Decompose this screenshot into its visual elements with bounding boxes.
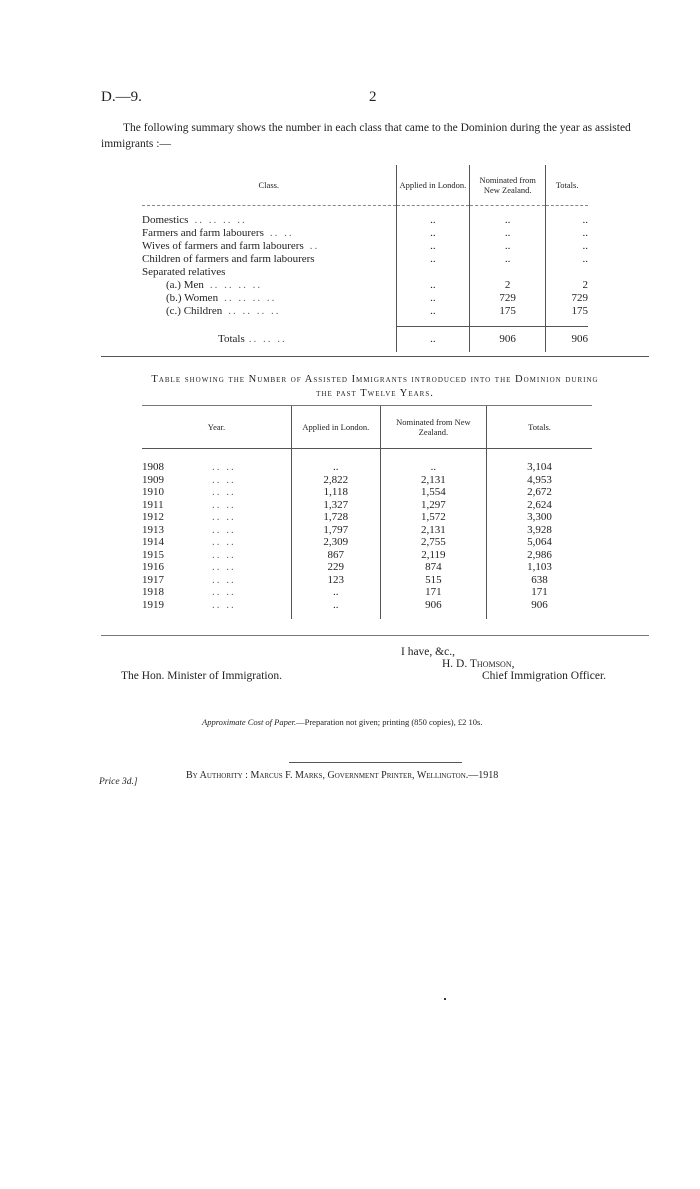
table-row: [142, 561, 592, 574]
class-cell: [142, 292, 396, 305]
leader-dots: .. ..: [212, 573, 236, 586]
table-bottom-rule: [101, 635, 649, 636]
applied-cell: ..: [396, 279, 470, 292]
leader-dots: ..: [309, 240, 320, 252]
year-cell: [142, 599, 291, 620]
leader-dots: .. .. .. ..: [224, 292, 277, 304]
year-label: 1914: [142, 536, 164, 548]
class-summary-table: [142, 165, 588, 352]
year-cell: [142, 511, 291, 524]
year-label: 1913: [142, 523, 164, 536]
nominated-cell: 874: [380, 561, 486, 574]
applied-cell: [396, 266, 470, 279]
leader-dots: .. ..: [212, 511, 236, 523]
section-divider: [101, 356, 649, 357]
class-label: (c.) Children: [166, 305, 223, 317]
year-cell: [142, 499, 291, 512]
cost-label: Approximate Cost of Paper.: [202, 717, 297, 727]
total-cell: ..: [546, 227, 588, 240]
class-label: (b.) Women: [166, 292, 219, 304]
nominated-cell: 175: [470, 305, 546, 318]
table-row: [142, 549, 592, 562]
class-summary-body: [142, 206, 588, 353]
applied-cell: ..: [396, 227, 470, 240]
nominated-cell: 1,554: [380, 486, 486, 499]
nominated-cell: 1,297: [380, 499, 486, 512]
leader-dots: .. .. .. ..: [209, 279, 263, 291]
class-cell: [142, 227, 396, 240]
leader-dots: .. ..: [269, 227, 294, 239]
table-row: [142, 599, 592, 620]
class-cell: [142, 214, 396, 227]
class-cell: [142, 279, 396, 292]
leader-dots: .. ..: [212, 486, 236, 498]
total-cell: 3,104: [487, 461, 592, 474]
class-label: Separated relatives: [142, 266, 226, 278]
closing-line: I have, &c.,: [401, 646, 455, 658]
year-label: 1910: [142, 486, 164, 498]
total-cell: 2,624: [487, 499, 592, 512]
year-cell: [142, 549, 291, 562]
stray-mark: [444, 998, 446, 1000]
leader-dots: .. ..: [212, 586, 236, 598]
total-cell: 1,103: [487, 561, 592, 574]
nominated-cell: 906: [380, 599, 486, 620]
class-label: (a.) Men: [166, 279, 204, 291]
column-header-totals: Totals.: [487, 406, 592, 449]
nominated-cell: 2: [470, 279, 546, 292]
column-header-year: Year.: [142, 406, 291, 449]
totals-label-cell: [142, 327, 396, 353]
table-row: [142, 511, 592, 524]
table-row: [142, 305, 588, 318]
leader-dots: .. .. ..: [248, 332, 287, 345]
intro-paragraph: The following summary shows the number in each class that came to the Dominion during the year as assisted immigrants :—: [101, 122, 631, 150]
applied-cell: 867: [291, 549, 380, 562]
table-row: [142, 214, 588, 227]
addressee: The Hon. Minister of Immigration.: [121, 670, 282, 682]
leader-dots: .. ..: [212, 523, 236, 536]
applied-cell: ..: [291, 461, 380, 474]
yearly-immigrants-table: [142, 405, 592, 619]
year-label: 1916: [142, 561, 164, 573]
total-cell: ..: [546, 253, 588, 266]
year-label: 1917: [142, 573, 164, 586]
table-row: [142, 292, 588, 305]
leader-dots: .. .. .. ..: [228, 305, 281, 317]
leader-dots: .. ..: [212, 598, 236, 611]
footer-rule: [289, 762, 462, 763]
leader-dots: .. ..: [212, 561, 236, 573]
table-row: [142, 227, 588, 240]
total-cell: 2,672: [487, 486, 592, 499]
year-cell: [142, 486, 291, 499]
nominated-cell: ..: [470, 253, 546, 266]
table-row: [142, 574, 592, 587]
table2-title-line2: the past Twelve Years.: [316, 388, 434, 399]
total-cell: 638: [487, 574, 592, 587]
applied-cell: 1,327: [291, 499, 380, 512]
table2-title: [101, 373, 649, 401]
column-header-applied: Applied in London.: [291, 406, 380, 449]
column-header-class: Class.: [142, 165, 396, 206]
table-row: [142, 524, 592, 537]
document-code: D.—9.: [101, 89, 142, 105]
column-header-nominated: Nominated from New Zealand.: [380, 406, 486, 449]
year-label: 1911: [142, 498, 164, 511]
year-label: 1918: [142, 586, 164, 598]
signatory-name: H. D. Thomson,: [442, 658, 515, 670]
year-cell: [142, 474, 291, 487]
total-cell: 175: [546, 305, 588, 318]
applied-cell: 1,118: [291, 486, 380, 499]
total-cell: 2: [546, 279, 588, 292]
total-cell: [546, 266, 588, 279]
class-label: Farmers and farm labourers: [142, 227, 264, 239]
total-cell: 4,953: [487, 474, 592, 487]
leader-dots: .. ..: [212, 548, 236, 561]
total-cell: 906: [487, 599, 592, 620]
table-header-row: [142, 406, 592, 449]
nominated-total-cell: 906: [470, 327, 546, 353]
table-row: [142, 536, 592, 549]
printer-authority: By Authority : Marcus F. Marks, Government Printer, Wellington.—1918: [186, 770, 499, 781]
table-row: [142, 499, 592, 512]
year-label: 1908: [142, 461, 164, 473]
year-cell: [142, 461, 291, 474]
nominated-cell: ..: [470, 240, 546, 253]
table-row: [142, 279, 588, 292]
nominated-cell: ..: [470, 227, 546, 240]
applied-cell: ..: [396, 253, 470, 266]
leader-dots: .. .. .. ..: [194, 214, 247, 226]
applied-cell: 123: [291, 574, 380, 587]
nominated-cell: 2,119: [380, 549, 486, 562]
class-cell: [142, 305, 396, 318]
year-label: 1919: [142, 598, 164, 611]
grand-total-cell: 906: [546, 327, 588, 353]
total-cell: ..: [546, 240, 588, 253]
nominated-cell: 1,572: [380, 511, 486, 524]
table-row: [142, 266, 588, 279]
applied-cell: 2,309: [291, 536, 380, 549]
totals-label: Totals: [218, 332, 245, 345]
nominated-cell: 2,131: [380, 524, 486, 537]
leader-dots: .. ..: [212, 473, 236, 486]
total-cell: 2,986: [487, 549, 592, 562]
applied-cell: ..: [396, 292, 470, 305]
applied-cell: 2,822: [291, 474, 380, 487]
year-cell: [142, 536, 291, 549]
cost-note: [202, 717, 482, 727]
class-label: Domestics: [142, 214, 189, 226]
applied-cell: ..: [396, 214, 470, 227]
applied-cell: 229: [291, 561, 380, 574]
leader-dots: .. ..: [212, 536, 236, 548]
class-cell: [142, 253, 396, 266]
cost-text: —Preparation not given; printing (850 copies), £2 10s.: [296, 717, 483, 727]
applied-cell: 1,728: [291, 511, 380, 524]
table2-title-line1: Table showing the Number of Assisted Immigrants introduced into the Dominion during: [151, 374, 599, 385]
nominated-cell: 171: [380, 586, 486, 599]
total-cell: ..: [546, 214, 588, 227]
year-label: 1909: [142, 473, 164, 486]
table-row: [142, 586, 592, 599]
totals-row: [142, 327, 588, 353]
total-cell: 3,928: [487, 524, 592, 537]
year-cell: [142, 524, 291, 537]
nominated-cell: ..: [470, 214, 546, 227]
applied-total-cell: ..: [396, 327, 470, 353]
year-label: 1912: [142, 511, 164, 523]
year-cell: [142, 561, 291, 574]
total-cell: 3,300: [487, 511, 592, 524]
applied-cell: ..: [396, 305, 470, 318]
column-header-applied: Applied in London.: [396, 165, 470, 206]
class-label: Children of farmers and farm labourers: [142, 253, 315, 265]
nominated-cell: ..: [380, 461, 486, 474]
column-header-totals: Totals.: [546, 165, 588, 206]
total-cell: 729: [546, 292, 588, 305]
leader-dots: .. ..: [212, 498, 236, 511]
table-row: [142, 461, 592, 474]
nominated-cell: [470, 266, 546, 279]
signatory-title: Chief Immigration Officer.: [482, 670, 607, 682]
leader-dots: .. ..: [212, 461, 236, 473]
column-header-nominated: Nominated from New Zealand.: [470, 165, 546, 206]
year-label: 1915: [142, 548, 164, 561]
class-cell: [142, 266, 396, 279]
table-header-row: [142, 165, 588, 206]
nominated-cell: 515: [380, 574, 486, 587]
total-cell: 171: [487, 586, 592, 599]
table-row: [142, 474, 592, 487]
table-row: [142, 240, 588, 253]
applied-cell: ..: [396, 240, 470, 253]
total-cell: 5,064: [487, 536, 592, 549]
nominated-cell: 2,131: [380, 474, 486, 487]
price-note: Price 3d.]: [99, 777, 138, 787]
applied-cell: 1,797: [291, 524, 380, 537]
applied-cell: ..: [291, 586, 380, 599]
year-cell: [142, 586, 291, 599]
class-cell: [142, 240, 396, 253]
table-row: [142, 486, 592, 499]
class-label: Wives of farmers and farm labourers: [142, 240, 304, 252]
year-cell: [142, 574, 291, 587]
yearly-body: [142, 449, 592, 620]
nominated-cell: 729: [470, 292, 546, 305]
table-row: [142, 253, 588, 266]
nominated-cell: 2,755: [380, 536, 486, 549]
page-number: 2: [369, 89, 377, 105]
applied-cell: ..: [291, 599, 380, 620]
